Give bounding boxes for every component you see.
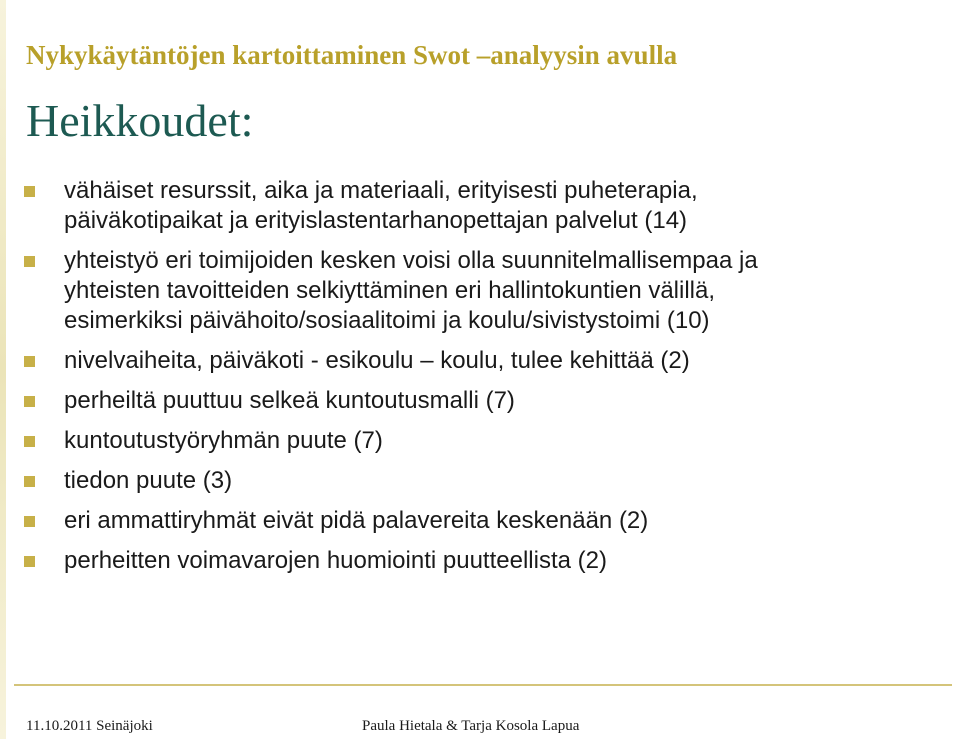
square-bullet-icon [24,516,35,527]
bullet-text-line: perheiltä puuttuu selkeä kuntoutusmalli (7) [64,387,515,414]
bullet-item [24,346,944,376]
bullet-text-line: nivelvaiheita, päiväkoti - esikoulu – koulu, tulee kehittää (2) [64,347,690,374]
bullet-text-line: yhteistyö eri toimijoiden kesken voisi olla suunnitelmallisempaa ja [64,247,758,274]
square-bullet-icon [24,436,35,447]
square-bullet-icon [24,256,35,267]
bullet-text-line: päiväkotipaikat ja erityislastentarhanopettajan palvelut (14) [64,207,688,234]
slide-title: Heikkoudet: [26,95,254,146]
footer-divider [14,684,952,686]
bullet-text-line: kuntoutustyöryhmän puute (7) [64,427,383,454]
bullet-text-line: esimerkiksi päivähoito/sosiaalitoimi ja koulu/sivistystoimi (10) [64,307,710,334]
bullet-item [24,426,944,456]
square-bullet-icon [24,476,35,487]
square-bullet-icon [24,186,35,197]
bullet-item [24,466,944,496]
bullet-text-line: perheitten voimavarojen huomiointi puutteellista (2) [64,547,607,574]
square-bullet-icon [24,396,35,407]
bullet-item [24,246,944,336]
bullet-item [24,176,944,236]
bullet-item [24,386,944,416]
bullet-item [24,546,944,576]
slide-subtitle: Nykykäytäntöjen kartoittaminen Swot –analyysin avulla [26,40,678,70]
bullet-text-line: tiedon puute (3) [64,467,233,494]
left-decorative-bar [0,0,6,739]
footer-date-location: 11.10.2011 Seinäjoki [26,718,153,734]
bullet-item [24,506,944,536]
bullet-list [24,176,944,586]
footer-authors: Paula Hietala & Tarja Kosola Lapua [362,718,580,734]
bullet-text-line: vähäiset resurssit, aika ja materiaali, erityisesti puheterapia, [64,177,698,204]
square-bullet-icon [24,556,35,567]
bullet-text-line: eri ammattiryhmät eivät pidä palavereita keskenään (2) [64,507,649,534]
bullet-text-line: yhteisten tavoitteiden selkiyttäminen eri hallintokuntien välillä, [64,277,716,304]
square-bullet-icon [24,356,35,367]
